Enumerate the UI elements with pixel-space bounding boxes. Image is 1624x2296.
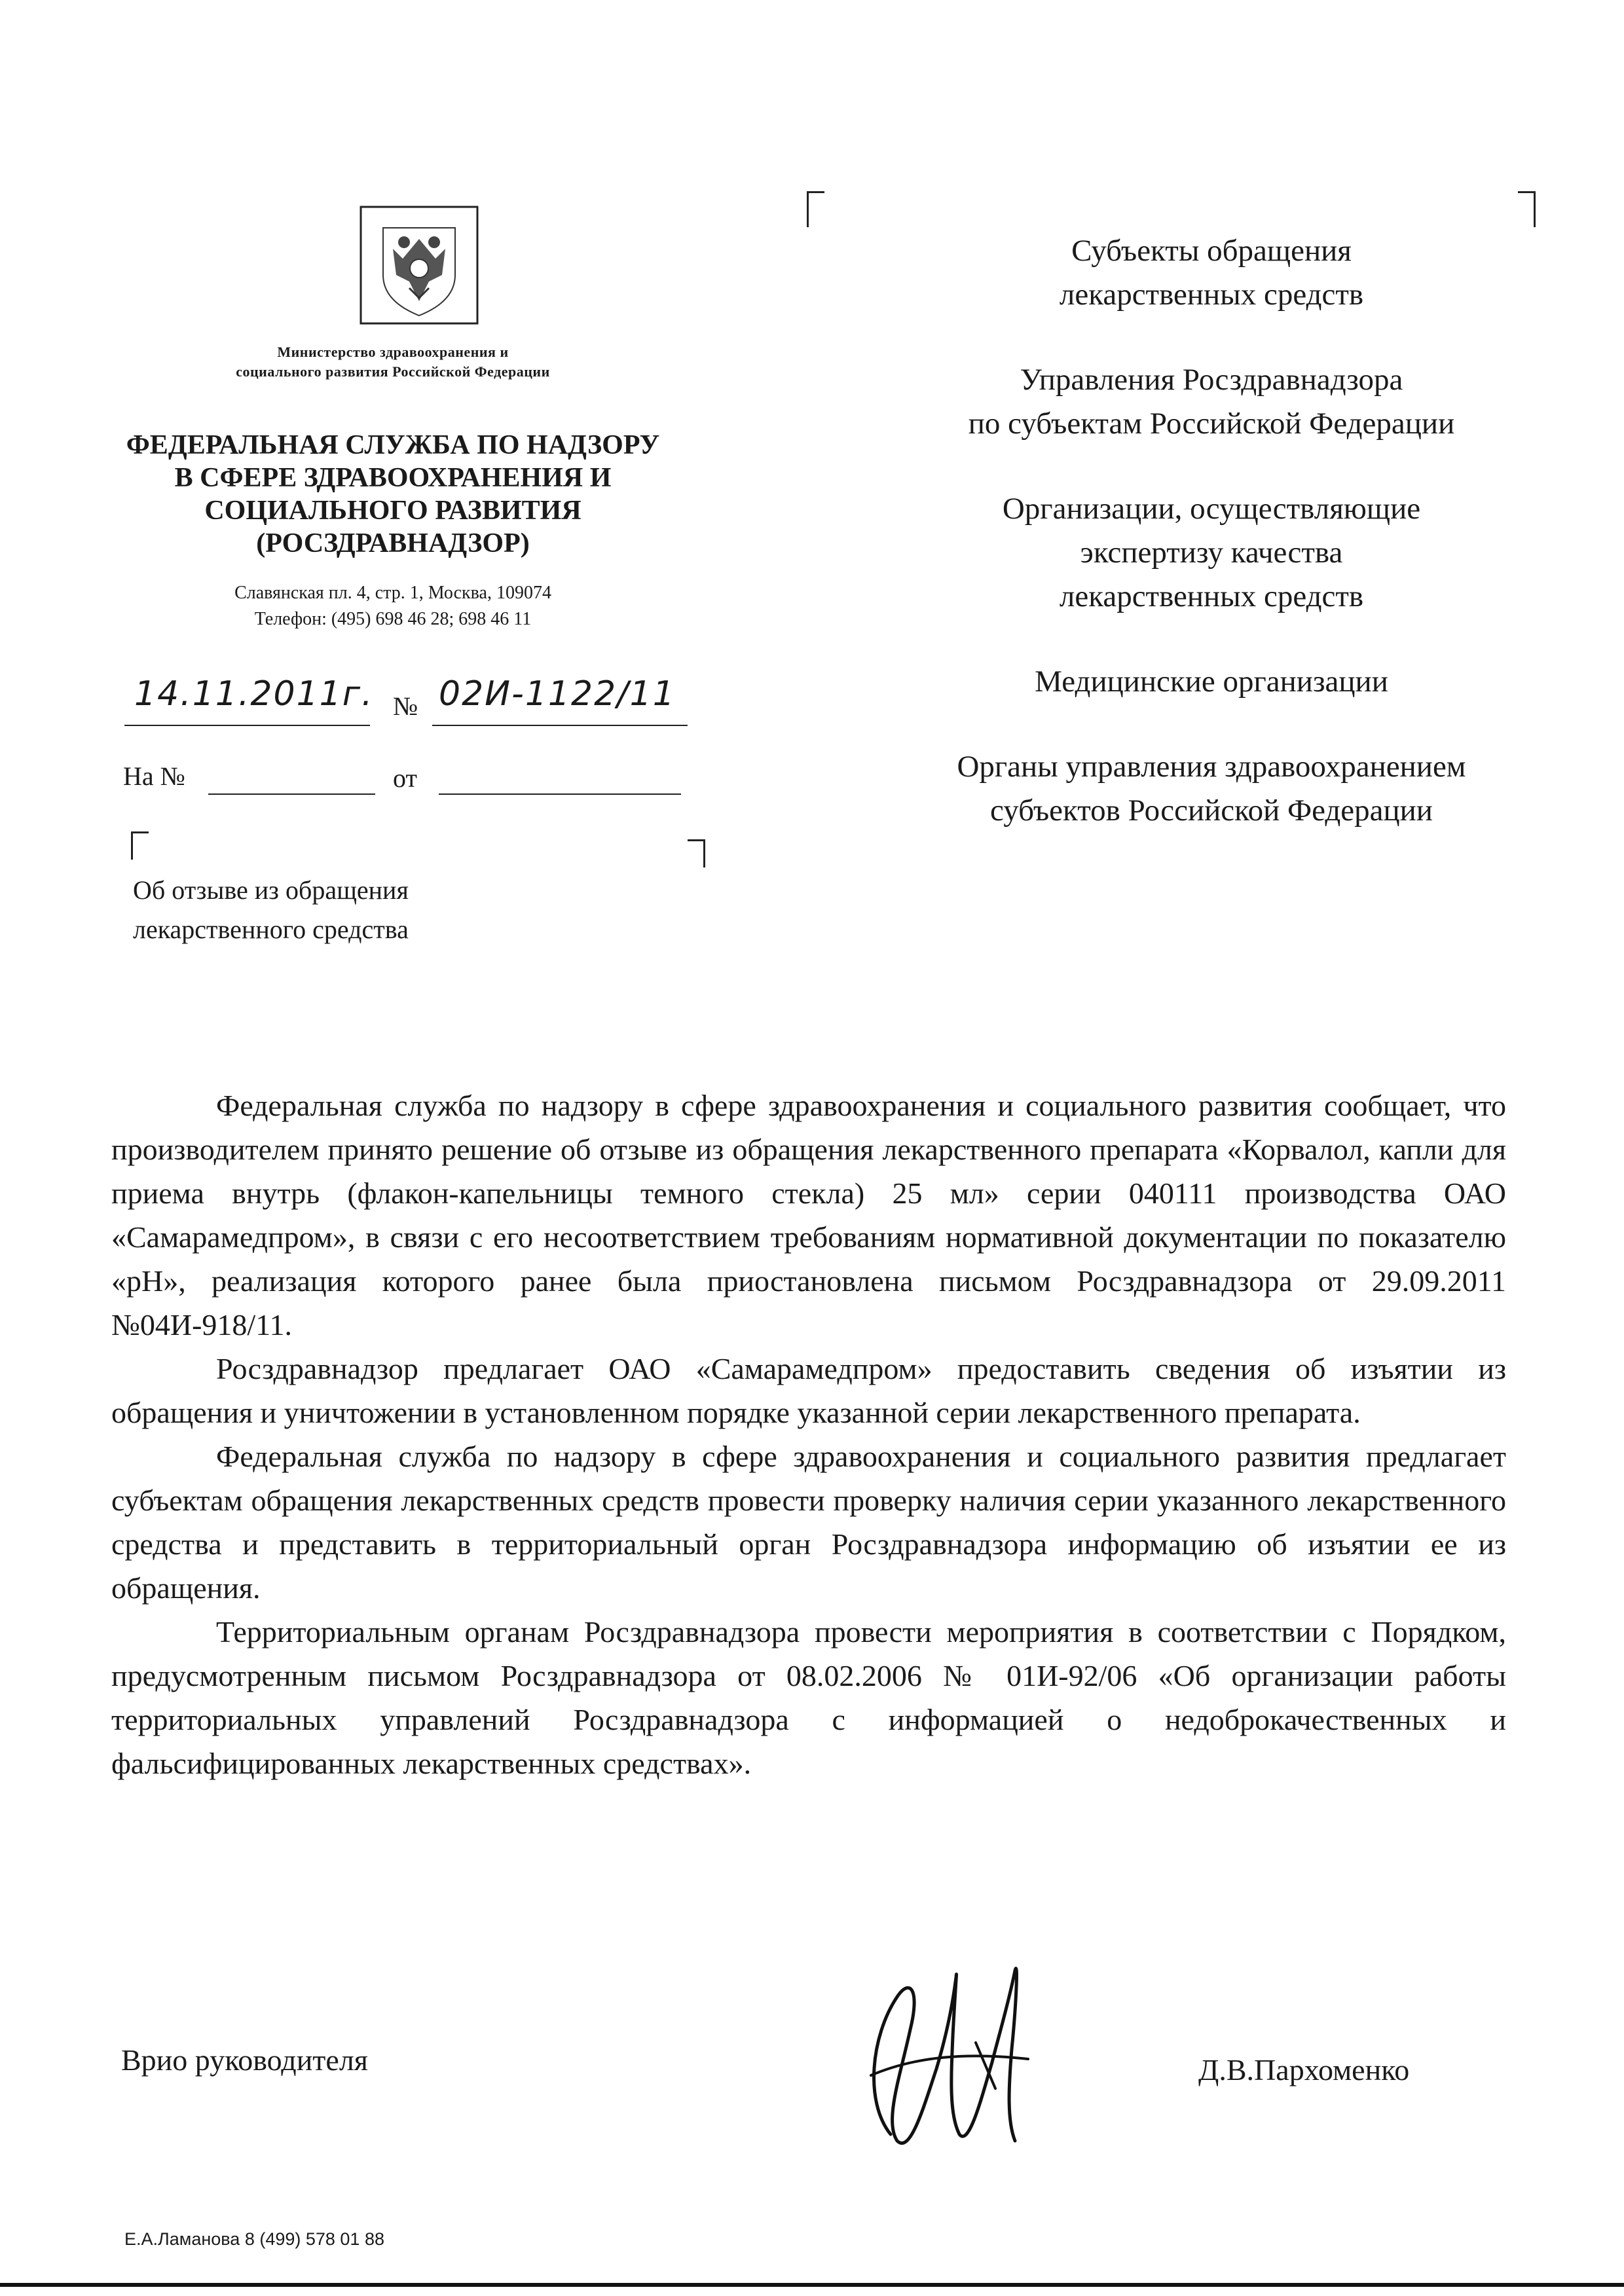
coat-of-arms-icon bbox=[357, 203, 481, 327]
reference-number-field bbox=[208, 792, 375, 795]
body-paragraph-2: Росздравнадзор предлагает ОАО «Самарамедпром» предоставить сведения об изъятии из обращения и уничтожении в установленном порядке указанной серии лекарственного препарата. bbox=[111, 1352, 1506, 1429]
agency-phone: Телефон: (495) 698 46 28; 698 46 11 bbox=[254, 609, 532, 629]
signatory-title: Врио руководителя bbox=[121, 2043, 368, 2077]
addressee-item bbox=[851, 745, 1572, 833]
agency-name-line2: В СФЕРЕ ЗДРАВООХРАНЕНИЯ И bbox=[174, 463, 612, 493]
addressee-line: Органы управления здравоохранением bbox=[957, 750, 1466, 784]
addressee-item bbox=[851, 358, 1572, 446]
letter-subject bbox=[133, 871, 591, 949]
page-bottom-border bbox=[0, 2283, 1624, 2287]
letter-body bbox=[111, 1084, 1506, 1785]
subject-bracket-left bbox=[131, 831, 149, 860]
agency-name-line3: СОЦИАЛЬНОГО РАЗВИТИЯ bbox=[204, 496, 581, 526]
body-paragraph-3: Федеральная служба по надзору в сфере здравоохранения и социального развития предлагает субъектам обращения лекарственных средств провести проверку наличия серии указанного лекарственного средства и представить в территориальный орган Росздравнадзора информацию об изъятии ее из обращения. bbox=[111, 1440, 1506, 1605]
addressee-bracket-left bbox=[807, 191, 824, 227]
addressee-line: субъектов Российской Федерации bbox=[990, 793, 1433, 828]
reference-date-field bbox=[439, 792, 681, 795]
date-underline bbox=[124, 723, 370, 726]
addressee-bracket-right bbox=[1518, 191, 1536, 227]
agency-name-line4: (РОСЗДРАВНАДЗОР) bbox=[256, 528, 530, 558]
reference-from-label: от bbox=[393, 763, 417, 793]
agency-address: Славянская пл. 4, стр. 1, Москва, 109074 bbox=[234, 583, 551, 603]
executor-contact: Е.А.Ламанова 8 (499) 578 01 88 bbox=[124, 2229, 384, 2249]
number-underline bbox=[432, 723, 688, 726]
addressee-line: по субъектам Российской Федерации bbox=[968, 407, 1455, 441]
ministry-name-line1: Министерство здравоохранения и bbox=[277, 344, 509, 360]
letter-number: 02И-1122/11 bbox=[439, 674, 676, 714]
body-paragraph-4: Территориальным органам Росздравнадзора провести мероприятия в соответствии с Порядком, предусмотренным письмом Росздравнадзора от 08.02.2006 № 01И-92/06 «Об организации работы территориальных управлений Росздравнадзора с информацией о недоброкачественных и фальсифицированных лекарственных средствах». bbox=[111, 1615, 1506, 1780]
addressee-list bbox=[851, 229, 1572, 833]
addressee-item bbox=[851, 487, 1572, 619]
addressee-line: экспертизу качества bbox=[1080, 536, 1343, 570]
number-label: № bbox=[393, 691, 418, 721]
handwritten-signature-icon bbox=[812, 1938, 1061, 2154]
subject-line2: лекарственного средства bbox=[133, 915, 409, 944]
addressee-item bbox=[851, 660, 1572, 704]
addressee-line: Субъекты обращения bbox=[1071, 234, 1352, 268]
subject-line1: Об отзыве из обращения bbox=[133, 875, 409, 905]
addressee-line: лекарственных средств bbox=[1059, 278, 1364, 312]
ministry-name-line2: социального развития Российской Федерации bbox=[236, 363, 550, 380]
addressee-line: лекарственных средств bbox=[1059, 579, 1364, 613]
subject-bracket-right bbox=[688, 839, 705, 867]
agency-name-line1: ФЕДЕРАЛЬНАЯ СЛУЖБА ПО НАДЗОРУ bbox=[126, 430, 660, 460]
body-paragraph-1: Федеральная служба по надзору в сфере здравоохранения и социального развития сообщает, что производителем принято решение об отзыве из обращения лекарственного препарата «Корвалол, капли для приема внутрь (флакон-капельницы темного стекла) 25 мл» серии 040111 производства ОАО «Самарамедпром», в связи с его несоответствием требованиям нормативной документации по показателю «pH», реализация которого ранее была приостановлена письмом Росздравнадзора от 29.09.2011 №04И-918/11. bbox=[111, 1089, 1506, 1341]
addressee-line: Организации, осуществляющие bbox=[1002, 492, 1421, 526]
reference-label: На № bbox=[123, 761, 185, 791]
addressee-line: Управления Росздравнадзора bbox=[1020, 363, 1403, 397]
addressee-item bbox=[851, 229, 1572, 317]
letter-date: 14.11.2011г. bbox=[134, 674, 374, 714]
signatory-name: Д.В.Пархоменко bbox=[1198, 2053, 1410, 2086]
addressee-line: Медицинские организации bbox=[1035, 665, 1388, 699]
